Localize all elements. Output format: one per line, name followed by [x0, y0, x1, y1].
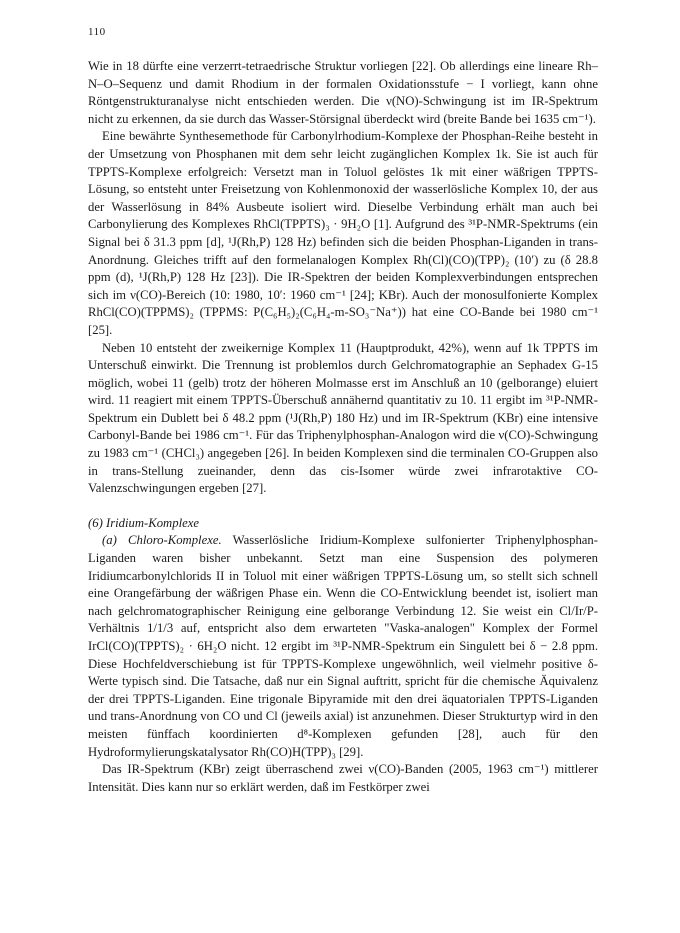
- paragraph-1: Wie in 18 dürfte eine verzerrt-tetraedrische Struktur vorliegen [22]. Ob allerdings eine lineare Rh–N–O–Sequenz und damit Rhodium in der formalen Oxidationsstufe − I vorliegt, kann ohne Röntgenstrukturanalyse nicht entschieden werden. Die ν(NO)-Schwingung ist im IR-Spektrum nicht zu erkennen, da sie durch das Wasser-Störsignal überdeckt wird (breite Bande bei 1635 cm⁻¹).: [88, 59, 598, 126]
- paragraph-5: Das IR-Spektrum (KBr) zeigt überraschend zwei ν(CO)-Banden (2005, 1963 cm⁻¹) mittlerer Intensität. Dies kann nur so erklärt werden, daß im Festkörper zwei: [88, 762, 598, 794]
- body-text: [88, 58, 598, 796]
- page-number: 110: [88, 26, 106, 38]
- paragraph-3: Neben 10 entsteht der zweikernige Komplex 11 (Hauptprodukt, 42%), wenn auf 1k TPPTS im Unterschuß einwirkt. Die Trennung ist problemlos durch Gelchromatographie an Sephadex G-15 möglich, wobei 11 (gelb) trotz der höheren Molmasse erst im Anschluß an 10 (gelborange) eluiert wird. 11 reagiert mit einem TPPTS-Überschuß annähernd quantitativ zu 10. 11 ergibt im ³¹P-NMR-Spektrum ein Dublett bei δ 48.2 ppm (¹J(Rh,P) 180 Hz) und im IR-Spektrum (KBr) eine intensive Carbonyl-Bande bei 1986 cm⁻¹. Für das Triphenylphosphan-Analogon wird die ν(CO)-Schwingung zu 1983 cm⁻¹ (CHCl₃) angegeben [26]. In beiden Komplexen sind die terminalen CO-Gruppen also in trans-Stellung zueinander, denn das cis-Isomer würde zwei infrarotaktive CO-Valenzschwingungen ergeben [27].: [88, 340, 598, 496]
- paragraph-4-text: Wasserlösliche Iridium-Komplexe sulfonierter Triphenylphosphan-Liganden waren bisher unbekannt. Setzt man eine Suspension des polymeren Iridiumcarbonylchlorids II in Toluol mit einer wäßrigen TPPTS-Lösung um, so stellt sich schnell eine Orangefärbung der wäßrigen Phase ein. Wenn die CO-Entwicklung beendet ist, isoliert man nach gelchromatographischer Reinigung eine gelborange Verbindung 12. Sie weist ein Cl/Ir/P-Verhältnis 1/1/3 auf, entspricht also dem erwarteten "Vaska-analogen" Komplex der Formel IrCl(CO)(TPPTS)₂ · 6H₂O nicht. 12 ergibt im ³¹P-NMR-Spektrum ein Singulett bei δ − 2.8 ppm. Diese Hochfeldverschiebung ist für TPPTS-Komplexe ungewöhnlich, weil vielmehr positive δ-Werte typisch sind. Die Tatsache, daß nur ein Signal auftritt, spricht für die chemische Äquivalenz der drei TPPTS-Liganden. Eine trigonale Bipyramide mit den drei äquatorialen TPPTS-Liganden und trans-Anordnung von CO und Cl (jeweils axial) ist anzunehmen. Dieser Strukturtyp wird in den meisten fünffach koordinierten d⁸-Komplexen gefunden [28], auch für den Hydroformylierungskatalysator Rh(CO)H(TPP)₃ [29].: [88, 533, 598, 759]
- sub-heading: (a) Chloro-Komplexe.: [102, 533, 222, 548]
- paragraph-2: Eine bewährte Synthesemethode für Carbonylrhodium-Komplexe der Phosphan-Reihe besteht in der Umsetzung von Phosphanen mit dem sehr leicht zugänglichen Komplex 1k. Sie ist auch für TPPTS-Komplexe erfolgreich: Versetzt man in Toluol gelöstes 1k mit einer wäßrigen TPPTS-Lösung, so entsteht unter Freisetzung von Kohlenmonoxid der wasserlösliche Komplex 10, der aus der Wasserlösung in 84% Ausbeute isoliert wird. Dieselbe Verbindung erhält man auch bei Carbonylierung des Komplexes RhCl(TPPTS)₃ · 9H₂O [1]. Aufgrund des ³¹P-NMR-Spektrums (ein Signal bei δ 31.3 ppm [d], ¹J(Rh,P) 128 Hz) befinden sich die beiden Phosphan-Liganden in trans-Anordnung. Gleiches trifft auf den formelanalogen Komplex Rh(Cl)(CO)(TPP)₂ (10′) zu (δ 28.8 ppm (d), ¹J(Rh,P) 128 Hz [23]). Die IR-Spektren der beiden Komplexverbindungen entsprechen sich im ν(CO)-Bereich (10: 1980, 10′: 1960 cm⁻¹ [24]; KBr). Auch der monosulfonierte Komplex RhCl(CO)(TPPMS)₂ (TPPMS: P(C₆H₅)₂(C₆H₄-m-SO₃⁻Na⁺)) hat eine CO-Bande bei 1980 cm⁻¹ [25].: [88, 129, 598, 337]
- section-heading: (6) Iridium-Komplexe: [88, 515, 199, 530]
- paragraph-4: [88, 532, 598, 761]
